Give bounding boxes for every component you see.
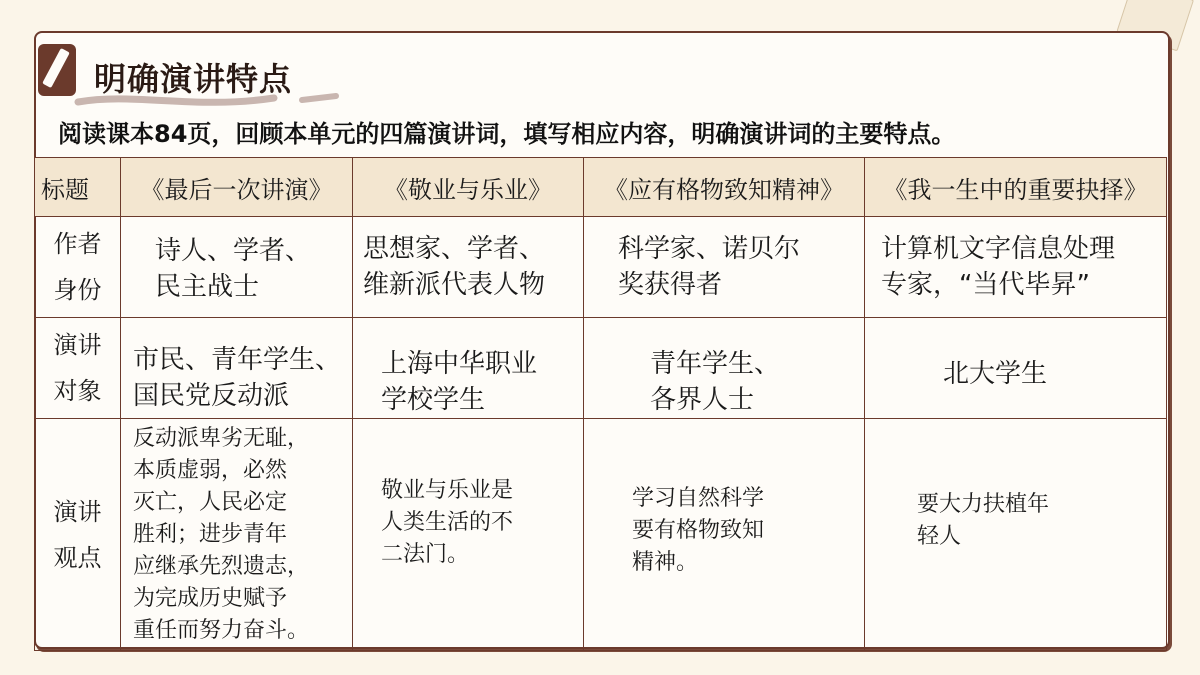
table-cell: [353, 217, 584, 318]
cell-line: 为完成历史赋予: [133, 586, 288, 611]
cell-line: 学习自然科学: [632, 486, 765, 511]
cell-line: 要大力扶植年: [917, 492, 1050, 517]
table-cell: [865, 318, 1167, 419]
cell-line: 灭亡，人民必定: [133, 490, 288, 515]
table-cell: [865, 419, 1167, 651]
cell-line: 要有格物致知: [632, 518, 765, 543]
cell-line: 诗人、学者、: [155, 236, 312, 266]
header-label: 标题: [35, 158, 121, 217]
speech-features-table: [34, 157, 1167, 651]
cell-line: 奖获得者: [618, 270, 723, 300]
row-label-line: 演讲: [53, 331, 102, 359]
row-label-line: 观点: [53, 543, 102, 572]
cell-line: 市民、青年学生、: [133, 345, 342, 375]
instruction-text: 阅读课本84页，回顾本单元的四篇演讲词，填写相应内容，明确演讲词的主要特点。: [58, 120, 956, 148]
table-cell: [353, 419, 584, 651]
table-cell: [121, 217, 353, 318]
cell-line: 青年学生、: [650, 349, 781, 379]
table-cell: [121, 318, 353, 419]
cell-line: 学校学生: [381, 385, 486, 415]
cell-line: 北大学生: [943, 359, 1048, 389]
cell-line: 上海中华职业: [381, 349, 538, 379]
page-title: 明确演讲特点: [94, 60, 293, 98]
cell-line: 科学家、诺贝尔: [618, 234, 801, 264]
table-row-author-identity: [35, 217, 1167, 318]
title-area: [20, 18, 340, 98]
cell-line: 精神。: [632, 550, 699, 575]
cell-line: 民主战士: [155, 272, 260, 302]
cell-line: 二法门。: [381, 542, 470, 567]
table-row-audience: [35, 318, 1167, 419]
table-cell: [865, 217, 1167, 318]
cell-line: 计算机文字信息处理: [881, 234, 1116, 264]
table-cell: [584, 318, 865, 419]
row-label-line: 演讲: [53, 497, 102, 526]
row-label: [35, 419, 121, 651]
column-header: 《最后一次讲演》: [121, 158, 353, 217]
cell-line: 思想家、学者、: [363, 234, 546, 264]
pencil-icon: [38, 44, 76, 96]
table-cell: [353, 318, 584, 419]
table-cell: [584, 419, 865, 651]
row-label-line: 身份: [53, 276, 102, 304]
cell-line: 重任而努力奋斗。: [133, 618, 310, 643]
table-row-viewpoint: [35, 419, 1167, 651]
table-header-row: [35, 158, 1167, 217]
cell-line: 各界人士: [650, 385, 755, 415]
column-header: 《敬业与乐业》: [353, 158, 584, 217]
cell-line: 反动派卑劣无耻，: [133, 426, 310, 451]
row-label: [35, 217, 121, 318]
row-label-line: 对象: [53, 377, 102, 405]
cell-line: 轻人: [917, 524, 962, 549]
cell-line: 维新派代表人物: [363, 270, 546, 300]
column-header: 《我一生中的重要抉择》: [865, 158, 1167, 217]
row-label: [35, 318, 121, 419]
row-label-line: 作者: [53, 230, 102, 258]
cell-line: 国民党反动派: [133, 381, 290, 411]
table-cell: [584, 217, 865, 318]
title-underline-decoration: [74, 90, 344, 112]
cell-line: 敬业与乐业是: [381, 478, 514, 503]
cell-line: 应继承先烈遗志，: [133, 554, 310, 579]
table-cell: [121, 419, 353, 651]
cell-line: 胜利；进步青年: [133, 522, 288, 547]
column-header: 《应有格物致知精神》: [584, 158, 865, 217]
cell-line: 人类生活的不: [381, 510, 514, 535]
cell-line: 本质虚弱，必然: [133, 458, 288, 483]
cell-line: 专家，“当代毕昇”: [881, 270, 1090, 300]
